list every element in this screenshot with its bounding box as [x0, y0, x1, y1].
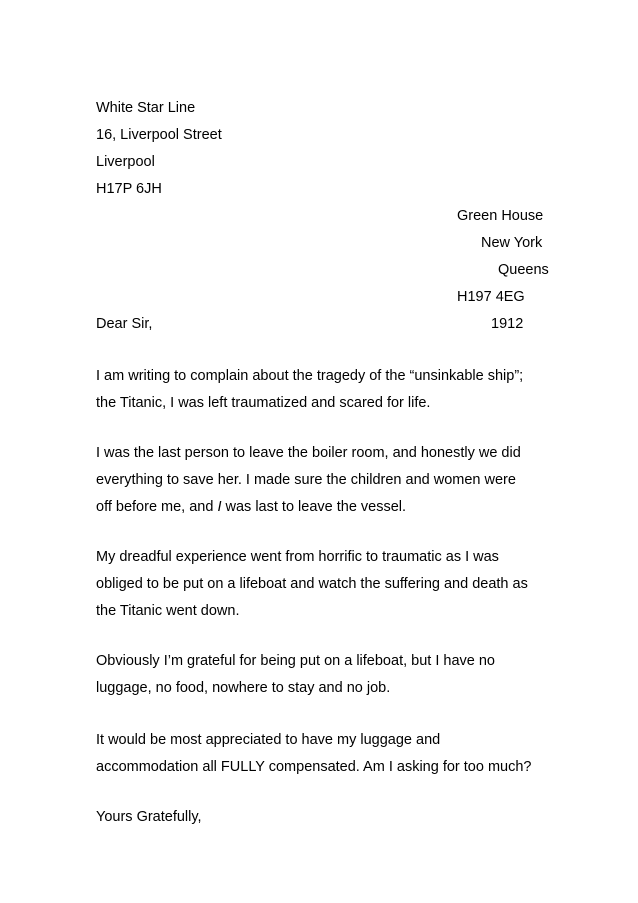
paragraph-2-line-3-italic: I — [217, 499, 222, 515]
sender-district: Queens — [498, 262, 549, 278]
sender-city: New York — [481, 235, 543, 251]
paragraph-2-line-1: I was the last person to leave the boiler room, and honestly we did — [96, 445, 521, 461]
recipient-name: White Star Line — [96, 100, 196, 116]
paragraph-3-line-3: the Titanic went down. — [96, 603, 240, 619]
paragraph-5-line-1: It would be most appreciated to have my luggage and — [96, 732, 441, 748]
closing: Yours Gratefully, — [96, 809, 202, 825]
paragraph-3-line-2: obliged to be put on a lifeboat and watch the suffering and death as — [96, 576, 528, 592]
recipient-street: 16, Liverpool Street — [96, 127, 222, 143]
paragraph-1-line-1: I am writing to complain about the tragedy of the “unsinkable ship”; — [96, 368, 524, 384]
paragraph-2-line-3 — [96, 498, 406, 516]
recipient-city: Liverpool — [96, 154, 155, 170]
sender-house: Green House — [457, 208, 544, 224]
paragraph-3-line-1: My dreadful experience went from horrific to traumatic as I was — [96, 549, 499, 565]
paragraph-1-line-2: the Titanic, I was left traumatized and scared for life. — [96, 395, 431, 411]
paragraph-2-line-3-end: was last to leave the vessel. — [221, 499, 407, 515]
paragraph-2-line-3-start: off before me, and — [96, 499, 218, 515]
paragraph-5-line-2: accommodation all FULLY compensated. Am I asking for too much? — [96, 759, 532, 775]
recipient-postcode: H17P 6JH — [96, 181, 162, 197]
paragraph-2-line-2: everything to save her. I made sure the children and women were — [96, 472, 516, 488]
paragraph-4-line-1: Obviously I’m grateful for being put on a lifeboat, but I have no — [96, 653, 495, 669]
letter-year: 1912 — [491, 316, 524, 332]
sender-postcode: H197 4EG — [457, 289, 525, 305]
paragraph-4-line-2: luggage, no food, nowhere to stay and no job. — [96, 680, 391, 696]
salutation: Dear Sir, — [96, 316, 153, 332]
